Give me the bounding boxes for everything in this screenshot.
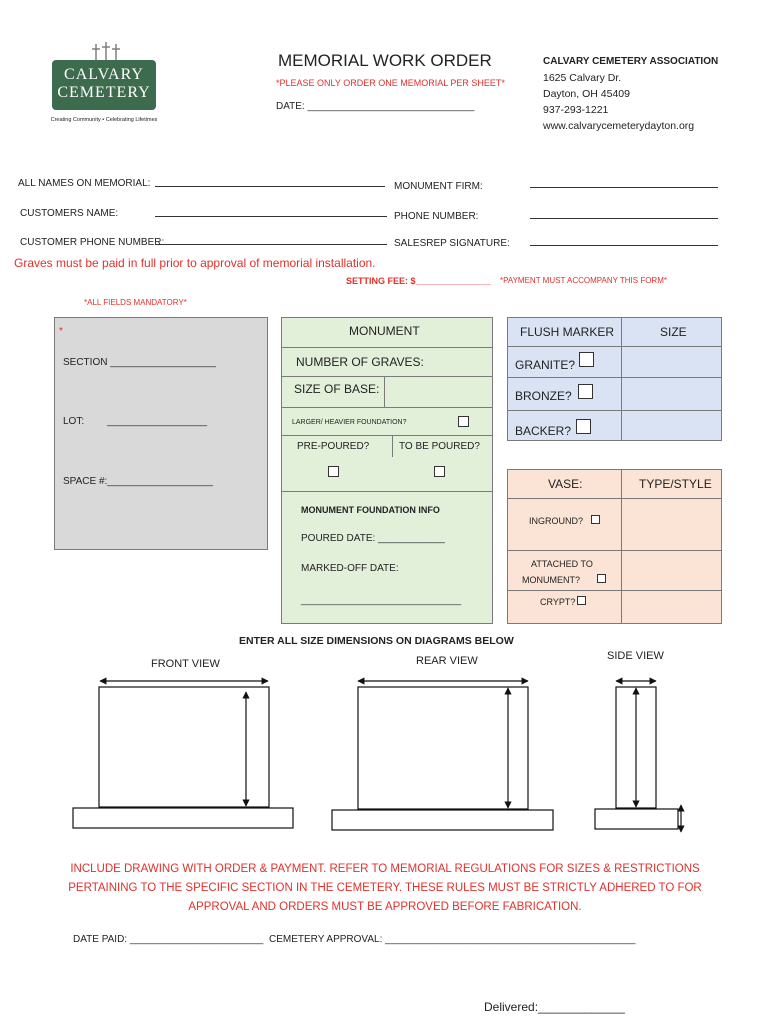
side-view-diagram <box>595 681 681 832</box>
customer-name-label: CUSTOMERS NAME: <box>20 208 119 219</box>
inground-label: INGROUND? <box>529 516 584 526</box>
inground-type-cell[interactable] <box>621 498 722 551</box>
crypt-type-cell[interactable] <box>621 590 722 624</box>
base-input-cell[interactable] <box>384 376 493 408</box>
delivered-field[interactable]: Delivered:_____________ <box>484 1000 625 1014</box>
graves-label: NUMBER OF GRAVES: <box>296 355 424 369</box>
logo-line2: CEMETERY <box>57 84 151 101</box>
attached-label-2: MONUMENT? <box>522 575 580 585</box>
rear-view-diagram <box>332 681 553 830</box>
poured-date-field[interactable]: POURED DATE: ____________ <box>301 533 445 544</box>
logo <box>50 42 158 128</box>
bronze-label: BRONZE? <box>515 389 572 403</box>
larger-foundation-label: LARGER/ HEAVIER FOUNDATION? <box>292 419 407 426</box>
logo-tagline: Creating Community • Celebrating Lifetimes <box>50 117 158 123</box>
salesrep-label: SALESREP SIGNATURE: <box>394 238 510 249</box>
foundation-info-title: MONUMENT FOUNDATION INFO <box>301 505 440 515</box>
date-paid-field[interactable]: DATE PAID: ________________________ <box>73 934 264 945</box>
front-view-label: FRONT VIEW <box>151 658 220 670</box>
flush-header: FLUSH MARKER <box>520 325 615 339</box>
bronze-size-cell[interactable] <box>621 377 722 411</box>
size-header: SIZE <box>660 325 687 339</box>
setting-fee-note: *PAYMENT MUST ACCOMPANY THIS FORM* <box>500 276 667 285</box>
pour-divider <box>392 435 393 457</box>
customer-phone-input[interactable] <box>155 244 387 245</box>
regulations-line-2: PERTAINING TO THE SPECIFIC SECTION IN THE CEMETERY. THESE RULES MUST BE STRICTLY ADHERED TO FOR <box>68 882 702 894</box>
association-street: 1625 Calvary Dr. <box>543 72 622 84</box>
attached-type-cell[interactable] <box>621 550 722 591</box>
monument-header: MONUMENT <box>349 324 420 338</box>
attached-label-1: ATTACHED TO <box>531 559 593 569</box>
regulations-line-3: APPROVAL AND ORDERS MUST BE APPROVED BEFORE FABRICATION. <box>188 901 582 913</box>
marked-off-label: MARKED-OFF DATE: <box>301 563 399 574</box>
regulations-line-1: INCLUDE DRAWING WITH ORDER & PAYMENT. REFER TO MEMORIAL REGULATIONS FOR SIZES & RESTRICTIONS <box>70 863 700 875</box>
association-name: CALVARY CEMETERY ASSOCIATION <box>543 56 719 67</box>
location-box <box>54 317 268 550</box>
backer-label: BACKER? <box>515 424 572 438</box>
larger-foundation-checkbox[interactable] <box>458 416 469 427</box>
monument-firm-input[interactable] <box>530 187 718 188</box>
page-title: MEMORIAL WORK ORDER <box>278 51 492 70</box>
prepoured-label: PRE-POURED? <box>297 441 370 452</box>
customer-name-input[interactable] <box>155 216 387 217</box>
bronze-checkbox[interactable] <box>578 384 593 399</box>
marked-off-field[interactable]: ________________________________ <box>301 595 462 605</box>
inground-checkbox[interactable] <box>591 515 600 524</box>
monument-diagrams[interactable] <box>0 670 770 870</box>
granite-label: GRANITE? <box>515 358 576 372</box>
diagram-instruction: ENTER ALL SIZE DIMENSIONS ON DIAGRAMS BELOW <box>239 635 514 647</box>
names-input[interactable] <box>155 186 385 187</box>
crypt-label: CRYPT? <box>540 597 576 607</box>
crypt-cell <box>507 590 622 624</box>
association-phone: 937-293-1221 <box>543 104 609 116</box>
salesrep-input[interactable] <box>530 245 718 246</box>
date-field[interactable]: DATE: ______________________________ <box>276 101 475 112</box>
prepoured-checkbox[interactable] <box>328 466 339 477</box>
base-label: SIZE OF BASE: <box>294 382 380 396</box>
attached-checkbox[interactable] <box>597 574 606 583</box>
customer-phone-label: CUSTOMER PHONE NUMBER: <box>20 237 165 248</box>
phone-number-label: PHONE NUMBER: <box>394 211 479 222</box>
one-memorial-notice: *PLEASE ONLY ORDER ONE MEMORIAL PER SHEET* <box>276 78 505 88</box>
type-style-header: TYPE/STYLE <box>639 477 712 491</box>
setting-fee-label[interactable]: SETTING FEE: $_______________ <box>346 276 491 286</box>
front-view-diagram <box>73 681 293 828</box>
crypt-checkbox[interactable] <box>577 596 586 605</box>
section-field[interactable]: SECTION ___________________ <box>63 357 216 368</box>
required-asterisk: * <box>59 326 63 337</box>
association-block <box>543 54 718 134</box>
backer-size-cell[interactable] <box>621 410 722 441</box>
side-view-label: SIDE VIEW <box>607 650 664 662</box>
logo-badge <box>52 60 156 110</box>
backer-checkbox[interactable] <box>576 419 591 434</box>
rear-view-label: REAR VIEW <box>416 655 478 667</box>
vase-header: VASE: <box>548 477 583 491</box>
tobepoured-label: TO BE POURED? <box>399 441 480 452</box>
monument-firm-label: MONUMENT FIRM: <box>394 181 483 192</box>
association-website[interactable]: www.calvarycemeterydayton.org <box>543 120 695 132</box>
regulations-notice <box>0 860 770 917</box>
names-label: ALL NAMES ON MEMORIAL: <box>18 178 151 189</box>
cemetery-approval-field[interactable]: CEMETERY APPROVAL: _____________________________________________ <box>269 934 636 945</box>
association-city: Dayton, OH 45409 <box>543 88 630 100</box>
phone-number-input[interactable] <box>530 218 718 219</box>
lot-field[interactable]: __________________ <box>107 416 208 427</box>
logo-line1: CALVARY <box>64 66 144 83</box>
granite-size-cell[interactable] <box>621 346 722 378</box>
granite-checkbox[interactable] <box>579 352 594 367</box>
space-field[interactable]: SPACE #:___________________ <box>63 476 213 487</box>
payment-notice: Graves must be paid in full prior to approval of memorial installation. <box>14 256 376 270</box>
mandatory-note: *ALL FIELDS MANDATORY* <box>84 298 187 307</box>
tobepoured-checkbox[interactable] <box>434 466 445 477</box>
lot-label: LOT: <box>63 416 85 427</box>
